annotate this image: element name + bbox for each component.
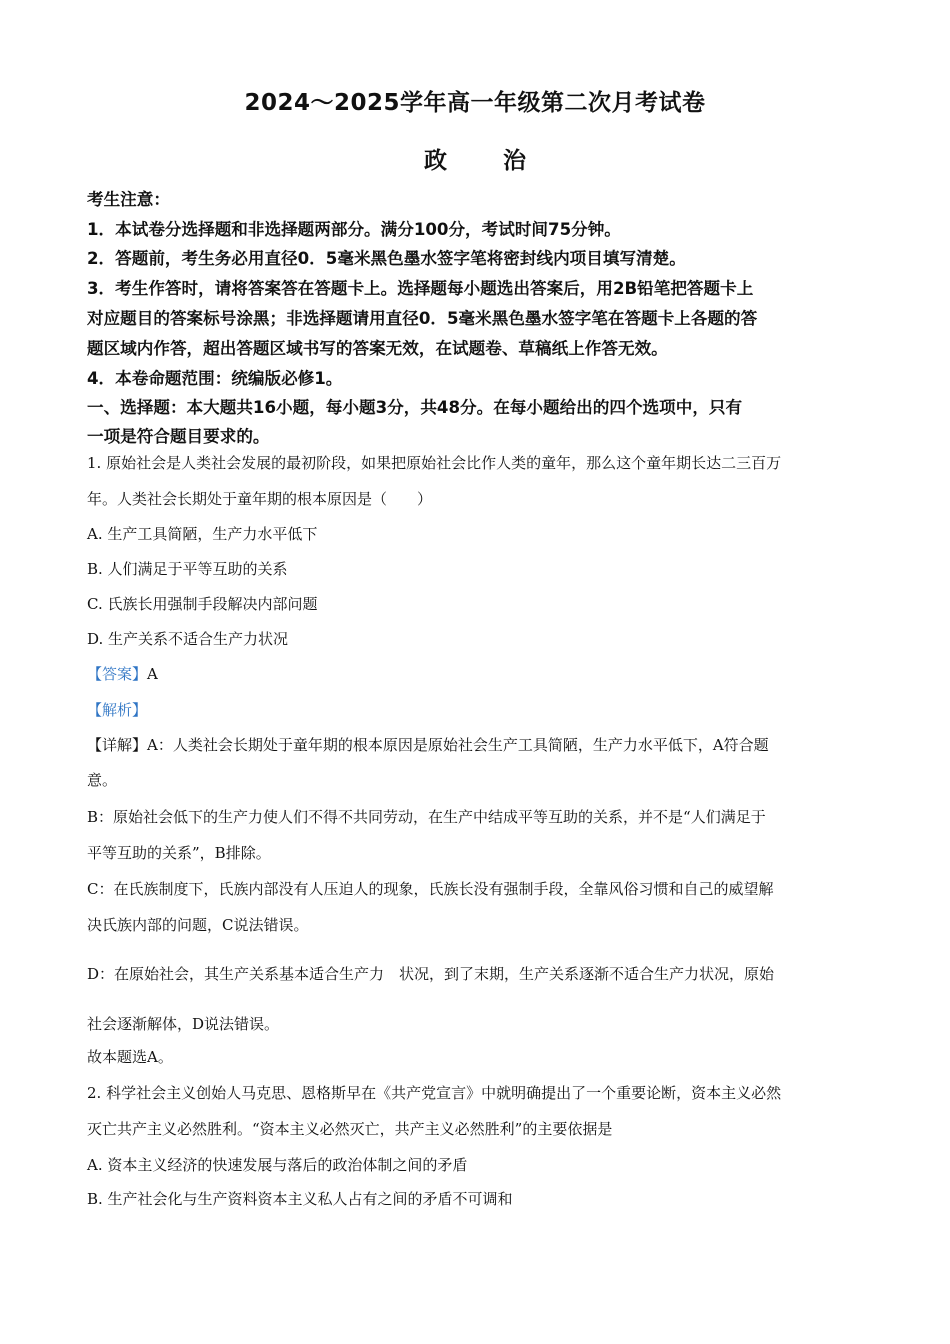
q1-stem-line-1: 1. 原始社会是人类社会发展的最初阶段，如果把原始社会比作人类的童年，那么这个童年期长达二三百万 [87, 454, 782, 472]
q1-d-line-1: D：在原始社会，其生产关系基本适合生产力 状况，到了末期，生产关系逐渐不适合生产力状况，原始 [87, 965, 775, 983]
notice-heading: 考生注意： [87, 190, 170, 209]
q2-stem-line-1: 2. 科学社会主义创始人马克思、恩格斯早在《共产党宣言》中就明确提出了一个重要论断，资本主义必然 [87, 1084, 782, 1102]
notice-item-3-line-2: 对应题目的答案标号涂黑；非选择题请用直径0．5毫米黑色墨水签字笔在答题卡上各题的答 [87, 309, 758, 328]
notice-item-1: 1．本试卷分选择题和非选择题两部分。满分100分，考试时间75分钟。 [87, 220, 621, 239]
q1-c-line-1: C：在氏族制度下，氏族内部没有人压迫人的现象，氏族长没有强制手段，全靠风俗习惯和自己的威望解 [87, 880, 774, 898]
q1-c-line-2: 决氏族内部的问题，C说法错误。 [87, 916, 309, 934]
answer-label: 【答案】 [87, 665, 148, 683]
q1-conclusion: 故本题选A。 [87, 1048, 173, 1066]
notice-item-3-line-1: 3．考生作答时，请将答案答在答题卡上。选择题每小题选出答案后，用2B铅笔把答题卡上 [87, 279, 754, 298]
q2-option-b: B. 生产社会化与生产资料资本主义私人占有之间的矛盾不可调和 [87, 1190, 513, 1208]
notice-item-4: 4．本卷命题范围：统编版必修1。 [87, 369, 343, 388]
q1-b-line-2: 平等互助的关系”，B排除。 [87, 844, 271, 862]
q1-option-b: B. 人们满足于平等互助的关系 [87, 560, 288, 578]
q1-analysis-label: 【解析】 [87, 701, 148, 719]
subject-title: 政 治 [423, 148, 550, 174]
q1-d-line-2: 社会逐渐解体，D说法错误。 [87, 1015, 280, 1033]
q1-option-c: C. 氏族长用强制手段解决内部问题 [87, 595, 318, 613]
answer-value: A [147, 665, 158, 683]
exam-title: 2024～2025学年高一年级第二次月考试卷 [244, 90, 706, 116]
q1-detail-line-1: 【详解】A：人类社会长期处于童年期的根本原因是原始社会生产工具简陋，生产力水平低下，A符合题 [87, 736, 769, 754]
q1-option-d: D. 生产关系不适合生产力状况 [87, 630, 289, 648]
notice-item-3-line-3: 题区域内作答，超出答题区域书写的答案无效，在试题卷、草稿纸上作答无效。 [87, 339, 668, 358]
section-1-heading-line-2: 一项是符合题目要求的。 [87, 427, 270, 446]
notice-item-2: 2．答题前，考生务必用直径0．5毫米黑色墨水签字笔将密封线内项目填写清楚。 [87, 249, 686, 268]
q1-answer [87, 663, 867, 684]
q1-detail-line-2: 意。 [87, 771, 118, 789]
q1-option-a: A. 生产工具简陋，生产力水平低下 [87, 525, 318, 543]
q2-stem-line-2: 灭亡共产主义必然胜利。“资本主义必然灭亡，共产主义必然胜利”的主要依据是 [87, 1120, 613, 1138]
section-1-heading-line-1: 一、选择题：本大题共16小题，每小题3分，共48分。在每小题给出的四个选项中，只有 [87, 398, 743, 417]
q1-stem-line-2: 年。人类社会长期处于童年期的根本原因是（ ） [87, 490, 433, 508]
q2-option-a: A. 资本主义经济的快速发展与落后的政治体制之间的矛盾 [87, 1156, 468, 1174]
q1-b-line-1: B：原始社会低下的生产力使人们不得不共同劳动，在生产中结成平等互助的关系，并不是“人们满足于 [87, 808, 766, 826]
